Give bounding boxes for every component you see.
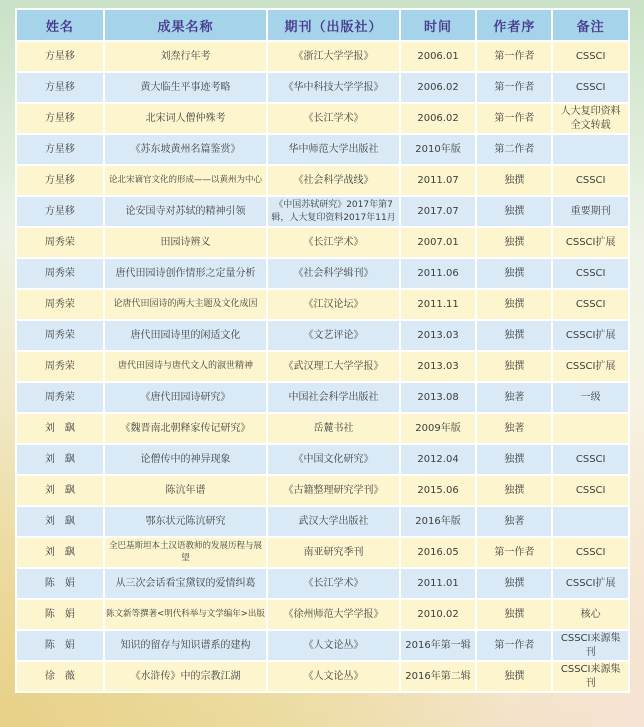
cell-journal: 华中师范大学出版社	[267, 134, 399, 165]
cell-note: CSSCI	[552, 165, 629, 196]
cell-time: 2010年版	[400, 134, 477, 165]
cell-author_order: 独撰	[476, 165, 552, 196]
cell-author_order: 独撰	[476, 289, 552, 320]
cell-title: 知识的留存与知识谱系的建构	[104, 630, 268, 661]
cell-name: 方星移	[16, 41, 104, 72]
cell-author_order: 独著	[476, 382, 552, 413]
cell-name: 周秀荣	[16, 258, 104, 289]
cell-note	[552, 134, 629, 165]
table-row	[16, 599, 629, 630]
table-row	[16, 382, 629, 413]
cell-name: 刘 飖	[16, 413, 104, 444]
cell-journal: 《长江学术》	[267, 103, 399, 134]
cell-time: 2011.06	[400, 258, 477, 289]
cell-note: CSSCI	[552, 41, 629, 72]
cell-name: 刘 飖	[16, 475, 104, 506]
cell-time: 2015.06	[400, 475, 477, 506]
table-row	[16, 258, 629, 289]
cell-time: 2010.02	[400, 599, 477, 630]
cell-name: 方星移	[16, 165, 104, 196]
cell-time: 2006.02	[400, 72, 477, 103]
cell-note: 重要期刊	[552, 196, 629, 227]
cell-author_order: 独撰	[476, 568, 552, 599]
cell-author_order: 独撰	[476, 475, 552, 506]
cell-author_order: 第一作者	[476, 630, 552, 661]
cell-title: 鄂东状元陈沆研究	[104, 506, 268, 537]
cell-journal: 《人文论丛》	[267, 630, 399, 661]
cell-name: 周秀荣	[16, 227, 104, 258]
cell-author_order: 第一作者	[476, 537, 552, 568]
cell-note: CSSCI	[552, 444, 629, 475]
cell-note	[552, 413, 629, 444]
cell-note: CSSCI	[552, 289, 629, 320]
cell-journal: 《长江学术》	[267, 568, 399, 599]
table-row	[16, 289, 629, 320]
cell-author_order: 独撰	[476, 444, 552, 475]
table-row	[16, 630, 629, 661]
cell-note: 核心	[552, 599, 629, 630]
cell-author_order: 独著	[476, 413, 552, 444]
cell-time: 2012.04	[400, 444, 477, 475]
cell-journal: 《武汉理工大学学报》	[267, 351, 399, 382]
cell-name: 方星移	[16, 103, 104, 134]
cell-note	[552, 506, 629, 537]
cell-note: CSSCI来源集刊	[552, 661, 629, 692]
header-journal: 期刊（出版社）	[267, 9, 399, 41]
cell-author_order: 独撰	[476, 258, 552, 289]
cell-title: 田园诗辨义	[104, 227, 268, 258]
cell-note: CSSCI	[552, 72, 629, 103]
cell-time: 2016年第二辑	[400, 661, 477, 692]
table-row	[16, 413, 629, 444]
cell-time: 2016年版	[400, 506, 477, 537]
cell-time: 2011.11	[400, 289, 477, 320]
cell-name: 周秀荣	[16, 289, 104, 320]
cell-journal: 《中国文化研究》	[267, 444, 399, 475]
table-row	[16, 72, 629, 103]
cell-note: CSSCI扩展	[552, 320, 629, 351]
cell-note: CSSCI扩展	[552, 568, 629, 599]
table-row	[16, 444, 629, 475]
cell-journal: 《人文论丛》	[267, 661, 399, 692]
cell-title: 《苏东坡黄州名篇鉴赏》	[104, 134, 268, 165]
table-row	[16, 196, 629, 227]
cell-name: 陈 娟	[16, 568, 104, 599]
table-row	[16, 475, 629, 506]
cell-journal: 《长江学术》	[267, 227, 399, 258]
cell-author_order: 独撰	[476, 599, 552, 630]
cell-note: CSSCI	[552, 475, 629, 506]
cell-author_order: 独撰	[476, 320, 552, 351]
cell-author_order: 独撰	[476, 196, 552, 227]
cell-title: 唐代田园诗创作情形之定量分析	[104, 258, 268, 289]
cell-title: 陈沆年谱	[104, 475, 268, 506]
cell-name: 周秀荣	[16, 351, 104, 382]
cell-name: 徐 薇	[16, 661, 104, 692]
cell-title: 唐代田园诗与唐代文人的淑世精神	[104, 351, 268, 382]
table-row	[16, 661, 629, 692]
table-row	[16, 320, 629, 351]
cell-time: 2007.01	[400, 227, 477, 258]
publications-table-container	[15, 8, 630, 693]
cell-journal: 《中国苏轼研究》2017年第7辑，人大复印资料2017年11月	[267, 196, 399, 227]
cell-journal: 《江汉论坛》	[267, 289, 399, 320]
table-row	[16, 165, 629, 196]
cell-note: CSSCI	[552, 537, 629, 568]
cell-title: 论北宋谪官文化的形成——以黄州为中心	[104, 165, 268, 196]
table-row	[16, 103, 629, 134]
cell-journal: 中国社会科学出版社	[267, 382, 399, 413]
cell-name: 方星移	[16, 72, 104, 103]
cell-author_order: 独撰	[476, 661, 552, 692]
cell-title: 全巴基斯坦本土汉语教师的发展历程与展望	[104, 537, 268, 568]
cell-note: CSSCI扩展	[552, 227, 629, 258]
cell-author_order: 独撰	[476, 351, 552, 382]
table-row	[16, 41, 629, 72]
table-row	[16, 134, 629, 165]
cell-author_order: 独撰	[476, 227, 552, 258]
table-header-row	[16, 9, 629, 41]
table-body	[16, 41, 629, 692]
table-row	[16, 568, 629, 599]
cell-time: 2011.01	[400, 568, 477, 599]
cell-author_order: 第一作者	[476, 72, 552, 103]
header-title: 成果名称	[104, 9, 268, 41]
cell-title: 《水浒传》中的宗教江湖	[104, 661, 268, 692]
cell-note: CSSCI	[552, 258, 629, 289]
cell-name: 方星移	[16, 134, 104, 165]
cell-time: 2017.07	[400, 196, 477, 227]
cell-journal: 南亚研究季刊	[267, 537, 399, 568]
cell-time: 2013.03	[400, 320, 477, 351]
header-name: 姓名	[16, 9, 104, 41]
table-row	[16, 227, 629, 258]
cell-title: 论唐代田园诗的两大主题及文化成因	[104, 289, 268, 320]
cell-time: 2011.07	[400, 165, 477, 196]
cell-time: 2016年第一辑	[400, 630, 477, 661]
cell-journal: 《徐州师范大学学报》	[267, 599, 399, 630]
publications-table	[15, 8, 630, 693]
cell-author_order: 第二作者	[476, 134, 552, 165]
cell-journal: 《社会科学辑刊》	[267, 258, 399, 289]
cell-name: 周秀荣	[16, 320, 104, 351]
cell-time: 2006.01	[400, 41, 477, 72]
cell-title: 陈文新等撰著<明代科举与文学编年>出版	[104, 599, 268, 630]
header-note: 备注	[552, 9, 629, 41]
cell-author_order: 第一作者	[476, 103, 552, 134]
cell-time: 2006.02	[400, 103, 477, 134]
cell-title: 论僧传中的神异现象	[104, 444, 268, 475]
cell-journal: 《浙江大学学报》	[267, 41, 399, 72]
header-author-order: 作者序	[476, 9, 552, 41]
cell-name: 陈 娟	[16, 599, 104, 630]
table-row	[16, 537, 629, 568]
cell-note: 人大复印资料全文转载	[552, 103, 629, 134]
table-row	[16, 506, 629, 537]
cell-author_order: 第一作者	[476, 41, 552, 72]
cell-journal: 《文艺评论》	[267, 320, 399, 351]
cell-title: 唐代田园诗里的闲适文化	[104, 320, 268, 351]
cell-note: CSSCI扩展	[552, 351, 629, 382]
table-row	[16, 351, 629, 382]
cell-time: 2016.05	[400, 537, 477, 568]
cell-journal: 武汉大学出版社	[267, 506, 399, 537]
cell-title: 从三次会话看宝黛钗的爱情纠葛	[104, 568, 268, 599]
cell-title: 黄大临生平事迹考略	[104, 72, 268, 103]
cell-title: 北宋词人僧仲殊考	[104, 103, 268, 134]
cell-name: 刘 飖	[16, 506, 104, 537]
cell-journal: 《社会科学战线》	[267, 165, 399, 196]
cell-name: 刘 飖	[16, 537, 104, 568]
cell-name: 周秀荣	[16, 382, 104, 413]
cell-title: 《魏晋南北朝释家传记研究》	[104, 413, 268, 444]
cell-author_order: 独著	[476, 506, 552, 537]
cell-title: 刘焘行年考	[104, 41, 268, 72]
cell-time: 2013.03	[400, 351, 477, 382]
cell-time: 2013.08	[400, 382, 477, 413]
header-time: 时间	[400, 9, 477, 41]
cell-title: 论安国寺对苏轼的精神引领	[104, 196, 268, 227]
cell-name: 方星移	[16, 196, 104, 227]
cell-name: 陈 娟	[16, 630, 104, 661]
cell-journal: 岳麓书社	[267, 413, 399, 444]
cell-journal: 《华中科技大学学报》	[267, 72, 399, 103]
cell-title: 《唐代田园诗研究》	[104, 382, 268, 413]
cell-note: CSSCI来源集刊	[552, 630, 629, 661]
cell-note: 一级	[552, 382, 629, 413]
cell-name: 刘 飖	[16, 444, 104, 475]
cell-journal: 《古籍整理研究学刊》	[267, 475, 399, 506]
cell-time: 2009年版	[400, 413, 477, 444]
